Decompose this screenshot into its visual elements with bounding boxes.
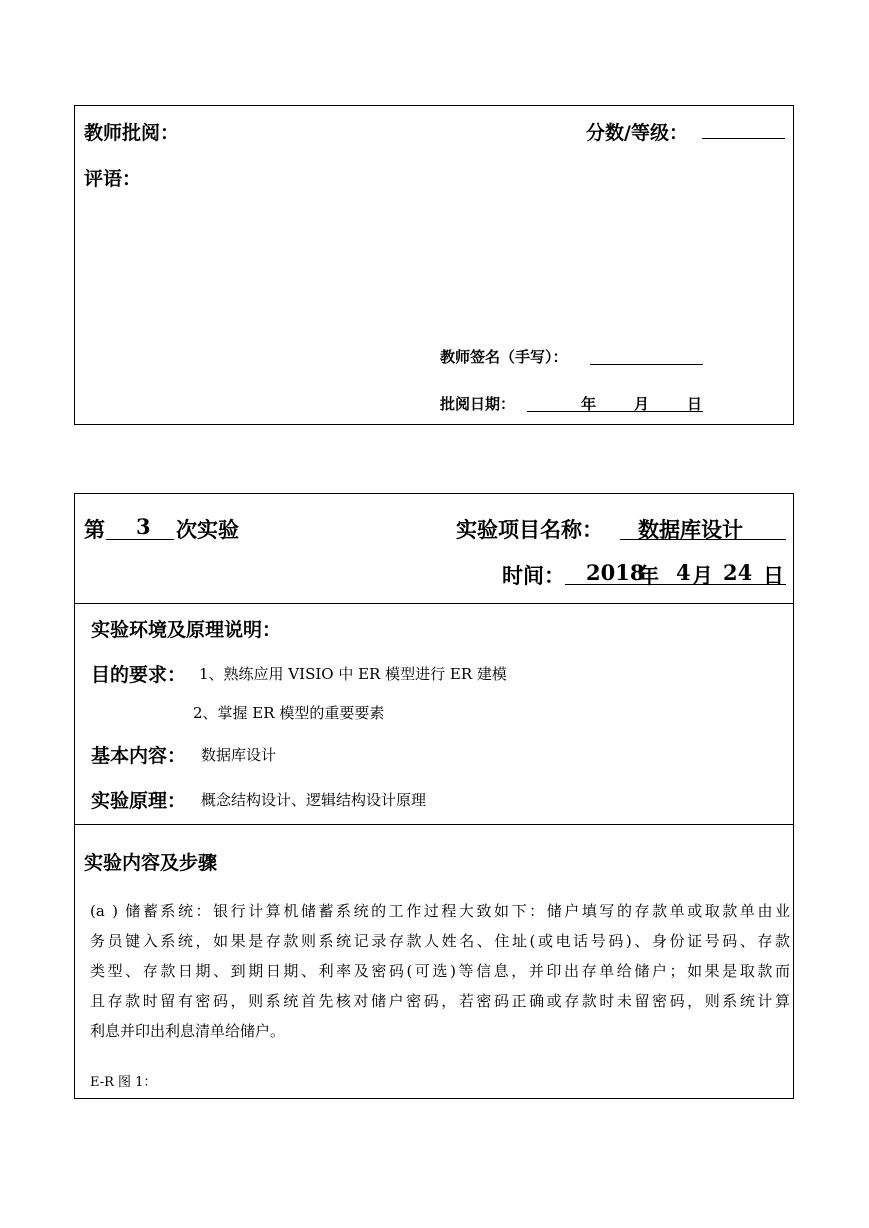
experiment-number: 3	[136, 514, 151, 539]
goal-item-1: 1、熟练应用 VISIO 中 ER 模型进行 ER 建模	[199, 665, 507, 683]
time-month-char: 月	[692, 563, 713, 588]
figure-label: E-R 图 1：	[90, 1075, 157, 1090]
score-field-line[interactable]	[702, 138, 785, 139]
content-value: 数据库设计	[201, 746, 277, 764]
paragraph-line: 且存款时留有密码，则系统首先核对储户密码，若密码正确或存款时未留密码，则系统计算	[90, 992, 790, 1010]
time-label: 时间：	[502, 563, 565, 588]
experiment-number-line	[106, 539, 174, 540]
experiment-no-prefix: 第	[84, 517, 105, 542]
review-year-char: 年	[581, 395, 597, 413]
score-label: 分数/等级：	[586, 122, 688, 144]
project-name: 数据库设计	[638, 517, 743, 542]
paragraph-line: 利息并印出利息清单给储户。	[90, 1022, 286, 1040]
time-month: 4	[676, 560, 691, 585]
time-year-char: 年	[638, 563, 659, 588]
principle-value: 概念结构设计、逻辑结构设计原理	[201, 791, 427, 809]
review-date-line[interactable]	[527, 411, 703, 412]
teacher-signature-label: 教师签名（手写）：	[440, 348, 568, 366]
review-day-char: 日	[687, 395, 703, 413]
steps-heading: 实验内容及步骤	[84, 852, 218, 874]
content-label: 基本内容：	[91, 745, 187, 767]
paragraph-line: (a ) 储蓄系统：银行计算机储蓄系统的工作过程大致如下：储户填写的存款单或取款单由业	[90, 902, 790, 920]
time-day: 24	[723, 560, 753, 585]
paragraph-line: 务员键入系统，如果是存款则系统记录存款人姓名、住址(或电话号码)、身份证号码、存款	[90, 932, 790, 950]
goal-item-2: 2、掌握 ER 模型的重要要素	[193, 704, 385, 722]
experiment-no-suffix: 次实验	[176, 517, 239, 542]
time-day-char: 日	[763, 563, 784, 588]
comment-label: 评语：	[84, 168, 142, 190]
project-name-label: 实验项目名称：	[456, 517, 603, 542]
steps-paragraph	[90, 896, 790, 1046]
review-date-label: 批阅日期：	[440, 395, 516, 413]
time-year: 2018	[586, 560, 645, 585]
section-divider-1	[74, 603, 794, 604]
paragraph-line: 类型、存款日期、到期日期、利率及密码(可选)等信息，并印出存单给储户；如果是取款而	[90, 962, 790, 980]
goal-label: 目的要求：	[91, 664, 187, 686]
teacher-signature-line[interactable]	[590, 364, 703, 365]
teacher-review-label: 教师批阅：	[84, 122, 180, 144]
review-month-char: 月	[634, 395, 650, 413]
principle-label: 实验原理：	[91, 790, 187, 812]
environment-heading: 实验环境及原理说明：	[91, 619, 282, 641]
section-divider-2	[74, 824, 794, 825]
teacher-review-box	[74, 105, 794, 425]
